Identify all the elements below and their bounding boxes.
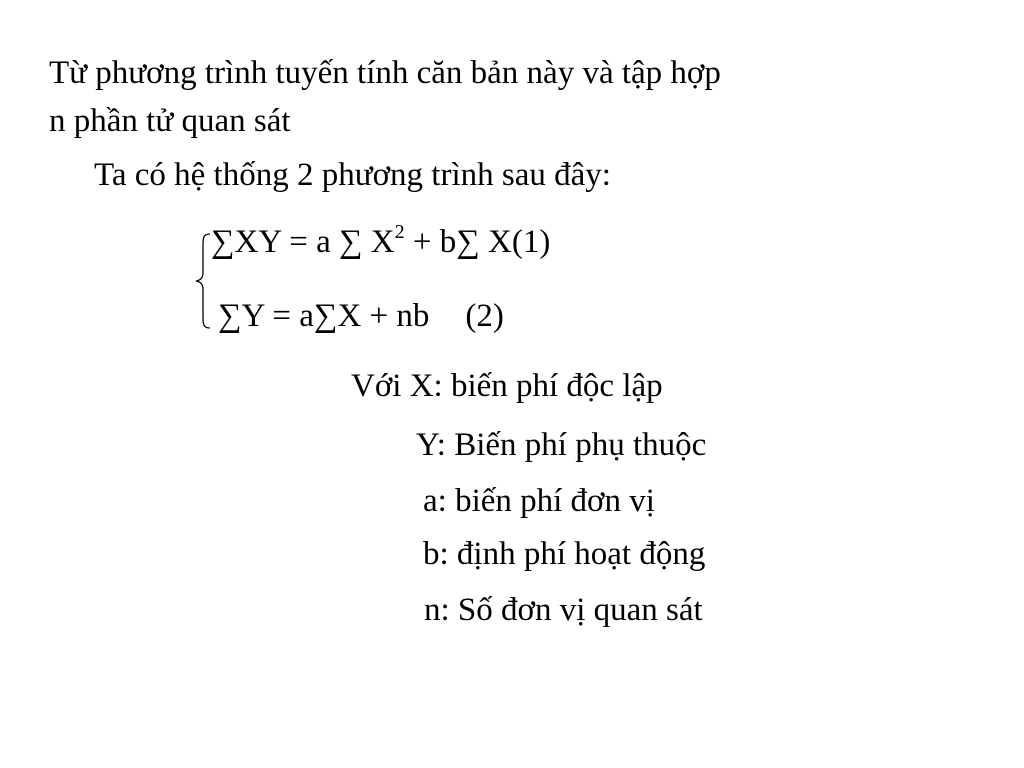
equation-2-term-1: Y = a (241, 298, 314, 334)
equation-2 (218, 296, 504, 336)
definition-b: b: định phí hoạt động (423, 536, 706, 572)
definition-y: Y: Biến phí phụ thuộc (416, 427, 707, 463)
equation-1-term-2: X (362, 224, 395, 260)
equation-1-term-1: XY = a (234, 224, 339, 260)
definition-a: a: biến phí đơn vị (423, 483, 655, 519)
sigma-symbol: ∑ (218, 298, 242, 334)
equation-1-exponent: 2 (394, 221, 405, 243)
equation-2-term-2: X + nb (337, 298, 430, 334)
equation-1 (211, 222, 550, 262)
sigma-symbol: ∑ (456, 224, 480, 260)
definition-x: Với X: biến phí độc lập (351, 368, 663, 404)
sigma-symbol: ∑ (338, 224, 363, 260)
intro-text-line-3: Ta có hệ thống 2 phương trình sau đây: (94, 157, 611, 193)
sigma-symbol: ∑ (211, 224, 235, 260)
sigma-symbol: ∑ (313, 298, 338, 334)
equation-1-term-4: X(1) (479, 224, 551, 260)
equation-1-term-3: + b (404, 224, 457, 260)
definition-n: n: Số đơn vị quan sát (424, 592, 703, 628)
equation-2-label: (2) (465, 298, 504, 334)
left-brace-icon (194, 232, 212, 330)
intro-text-line-1: Từ phương trình tuyến tính căn bản này và tập hợp (49, 55, 721, 91)
intro-text-line-2: n phần tử quan sát (49, 103, 291, 139)
